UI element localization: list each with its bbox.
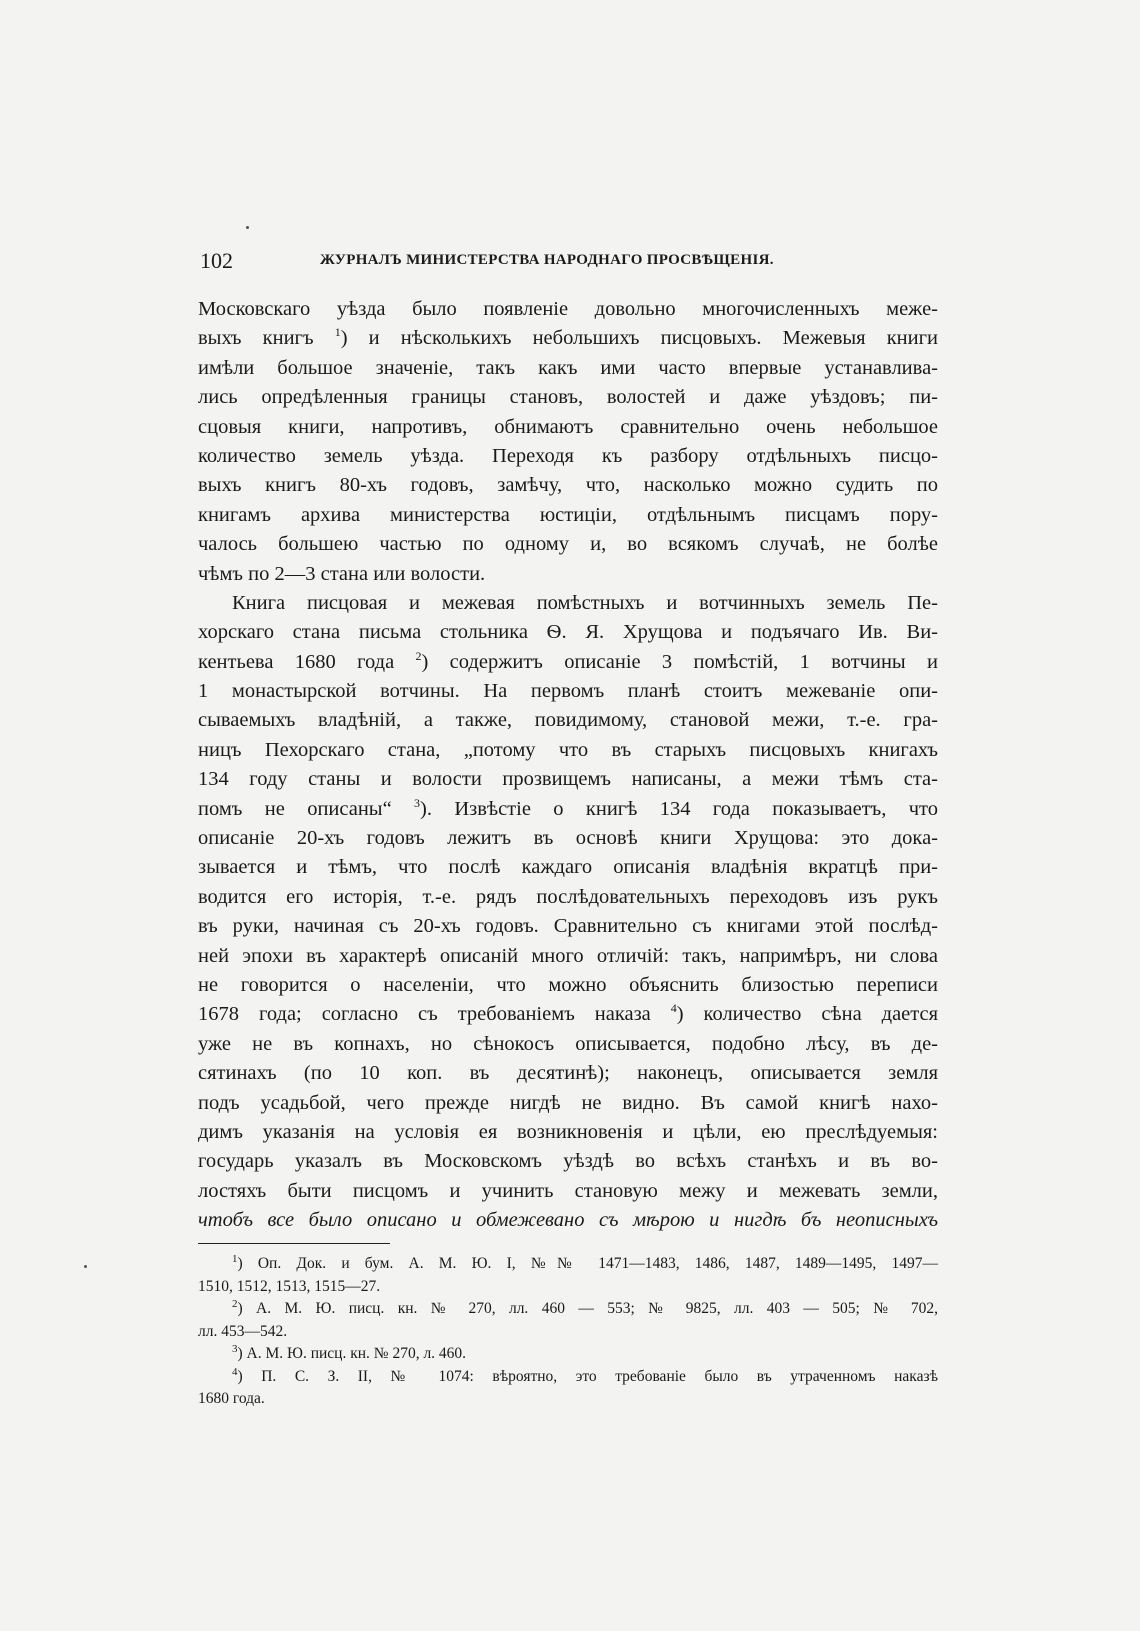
- text-line: [198, 912, 938, 941]
- footnote-line: [198, 1321, 938, 1344]
- text-line: [198, 354, 938, 383]
- footnote-ref[interactable]: 4: [670, 1001, 677, 1016]
- text-segment: государь указалъ въ Московскомъ уѣздѣ во всѣхъ станѣхъ и въ во-: [198, 1150, 938, 1173]
- footnote-mark: 4: [232, 1365, 238, 1378]
- text-segment: чалось большею частью по одному и, во всякомъ случаѣ, не болѣе: [198, 533, 938, 556]
- text-line: [198, 795, 938, 824]
- text-line: [198, 1118, 938, 1147]
- text-line: [198, 1030, 938, 1059]
- text-segment: въ руки, начиная съ 20-хъ годовъ. Сравнительно съ книгами этой послѣд-: [198, 915, 938, 938]
- text-segment: димъ указанія на условія ея возникновенія и цѣли, ею преслѣдуемыя:: [198, 1120, 938, 1143]
- footnote-line: [198, 1343, 938, 1366]
- text-segment: Московскаго уѣзда было появленіе довольно многочисленныхъ меже-: [198, 298, 938, 320]
- footnote-mark: 3: [232, 1342, 238, 1355]
- footnote-text: ) П. С. З. II, № 1074: вѣроятно, это требованіе было въ утраченномъ наказѣ: [237, 1367, 938, 1385]
- text-line: [198, 1059, 938, 1088]
- text-segment: ) содержитъ описаніе 3 помѣстій, 1 вотчины и: [421, 650, 938, 673]
- footnote-ref[interactable]: 1: [334, 325, 341, 340]
- text-line: [198, 824, 938, 853]
- text-line: [198, 383, 938, 412]
- text-line: [198, 1000, 938, 1029]
- text-line: [198, 471, 938, 500]
- text-segment: не говорится о населеніи, что можно объяснить близостью переписи: [198, 973, 938, 996]
- text-segment: ). Извѣстіе о книгѣ 134 года показываетъ, что: [420, 797, 938, 820]
- text-segment: книгамъ архива министерства юстиціи, отдѣльнымъ писцамъ пору-: [198, 503, 938, 526]
- text-segment: ) и нѣсколькихъ небольшихъ писцовыхъ. Межевыя книги: [340, 327, 938, 350]
- text-line: [198, 589, 938, 618]
- footnote-line: [198, 1276, 938, 1299]
- text-segment: уже не въ копнахъ, но сѣнокосъ описывается, подобно лѣсу, въ де-: [198, 1032, 938, 1055]
- text-line: [198, 413, 938, 442]
- text-line: [198, 677, 938, 706]
- text-line: [198, 442, 938, 471]
- text-segment: 1678 года; согласно съ требованіемъ наказа: [198, 1003, 671, 1026]
- footnote-text: 1510, 1512, 1513, 1515—27.: [198, 1277, 381, 1295]
- text-segment: ) количество сѣна дается: [676, 1003, 939, 1026]
- text-segment: сцовыя книги, напротивъ, обнимаютъ сравнительно очень небольшое: [198, 415, 938, 438]
- text-line: [198, 295, 938, 324]
- footnote-mark: 1: [232, 1252, 238, 1265]
- text-line: [198, 1177, 938, 1206]
- text-segment: кентьева 1680 года: [198, 650, 416, 673]
- text-line: [198, 853, 938, 882]
- text-line: [198, 942, 938, 971]
- body-text: [198, 295, 938, 1236]
- footnote-text: 1680 года.: [198, 1390, 265, 1407]
- print-speck: [246, 226, 249, 229]
- text-line: [198, 530, 938, 559]
- text-line: [198, 1206, 938, 1235]
- footnote-mark: 2: [232, 1297, 238, 1310]
- text-line: [198, 971, 938, 1000]
- text-segment: водится его исторія, т.-е. рядъ послѣдовательныхъ переходовъ изъ рукъ: [198, 885, 938, 908]
- footnote-line: [198, 1253, 938, 1276]
- text-segment: ней эпохи въ характерѣ описаній много отличій: такъ, напримѣръ, ни слова: [198, 944, 938, 967]
- text-segment: количество земель уѣзда. Переходя къ разбору отдѣльныхъ писцо-: [198, 444, 938, 467]
- footnotes: [198, 1253, 938, 1411]
- text-segment: лись опредѣленныя границы становъ, волостей и даже уѣздовъ; пи-: [198, 386, 938, 409]
- footnote-line: [198, 1366, 938, 1389]
- text-segment: помъ не описаны“: [198, 797, 415, 820]
- text-line: [198, 883, 938, 912]
- text-line: [198, 765, 938, 794]
- text-segment: описаніе 20-хъ годовъ лежитъ въ основѣ книги Хрущова: это дока-: [198, 827, 938, 850]
- text-segment: лостяхъ быти писцомъ и учинить становую межу и межевать земли,: [198, 1179, 938, 1202]
- text-line: [198, 1147, 938, 1176]
- footnote-divider: [198, 1243, 390, 1244]
- footnote-ref[interactable]: 3: [414, 795, 421, 810]
- text-segment: ницъ Пехорскаго стана, „потому что въ старыхъ писцовыхъ книгахъ: [198, 738, 938, 761]
- text-segment: 134 году станы и волости прозвищемъ написаны, а межи тѣмъ ста-: [198, 768, 938, 791]
- page-header: [200, 248, 930, 278]
- footnote-text: лл. 453—542.: [198, 1322, 288, 1340]
- text-segment: чѣмъ по 2—3 стана или волости.: [198, 562, 486, 585]
- footnote-text: ) А. М. Ю. писц. кн. № 270, л. 460.: [237, 1345, 467, 1362]
- text-segment: сываемыхъ владѣній, а также, повидимому, становой межи, т.-е. гра-: [198, 709, 938, 732]
- text-line: [198, 648, 938, 677]
- text-line: [198, 501, 938, 530]
- text-segment: Книга писцовая и межевая помѣстныхъ и вотчинныхъ земель Пе-: [232, 591, 938, 614]
- text-segment: выхъ книгъ: [198, 327, 335, 350]
- text-line: [198, 1089, 938, 1118]
- footnote-line: [198, 1298, 938, 1321]
- footnote-text: ) А. М. Ю. писц. кн. № 270, лл. 460 — 553; № 9825, лл. 403 — 505; № 702,: [237, 1300, 938, 1317]
- text-line: [198, 618, 938, 647]
- text-segment: имѣли большое значеніе, такъ какъ ими часто впервые устанавлива-: [198, 356, 938, 379]
- print-speck: [84, 1265, 87, 1268]
- footnote-ref[interactable]: 2: [415, 648, 422, 663]
- text-segment: выхъ книгъ 80-хъ годовъ, замѣчу, что, насколько можно судить по: [198, 474, 938, 497]
- text-line: [198, 706, 938, 735]
- text-line: [198, 324, 938, 353]
- running-title: ЖУРНАЛЪ МИНИСТЕРСТВА НАРОДНАГО ПРОСВѢЩЕНІЯ.: [320, 252, 774, 268]
- footnote-text: ) Оп. Док. и бум. А. М. Ю. I, №№ 1471—1483, 1486, 1487, 1489—1495, 1497—: [237, 1255, 938, 1272]
- text-segment: хорскаго стана письма стольника Ѳ. Я. Хрущова и подъячаго Ив. Ви-: [198, 621, 938, 644]
- text-segment: зывается и тѣмъ, что послѣ каждаго описанія владѣнія вкратцѣ при-: [198, 856, 938, 879]
- text-segment: сятинахъ (по 10 коп. въ десятинѣ); наконецъ, описывается земля: [198, 1062, 938, 1085]
- text-line: [198, 736, 938, 765]
- text-segment: чтобъ все было описано и обмежевано съ мѣрою и нигдѣ бъ неописныхъ: [198, 1209, 938, 1232]
- text-segment: 1 монастырской вотчины. На первомъ планѣ стоитъ межеваніе опи-: [198, 680, 938, 703]
- page-number: 102: [200, 248, 233, 273]
- footnote-line: [198, 1388, 938, 1411]
- text-segment: подъ усадьбой, чего прежде нигдѣ не видно. Въ самой книгѣ нахо-: [198, 1091, 938, 1114]
- text-line: [198, 560, 938, 589]
